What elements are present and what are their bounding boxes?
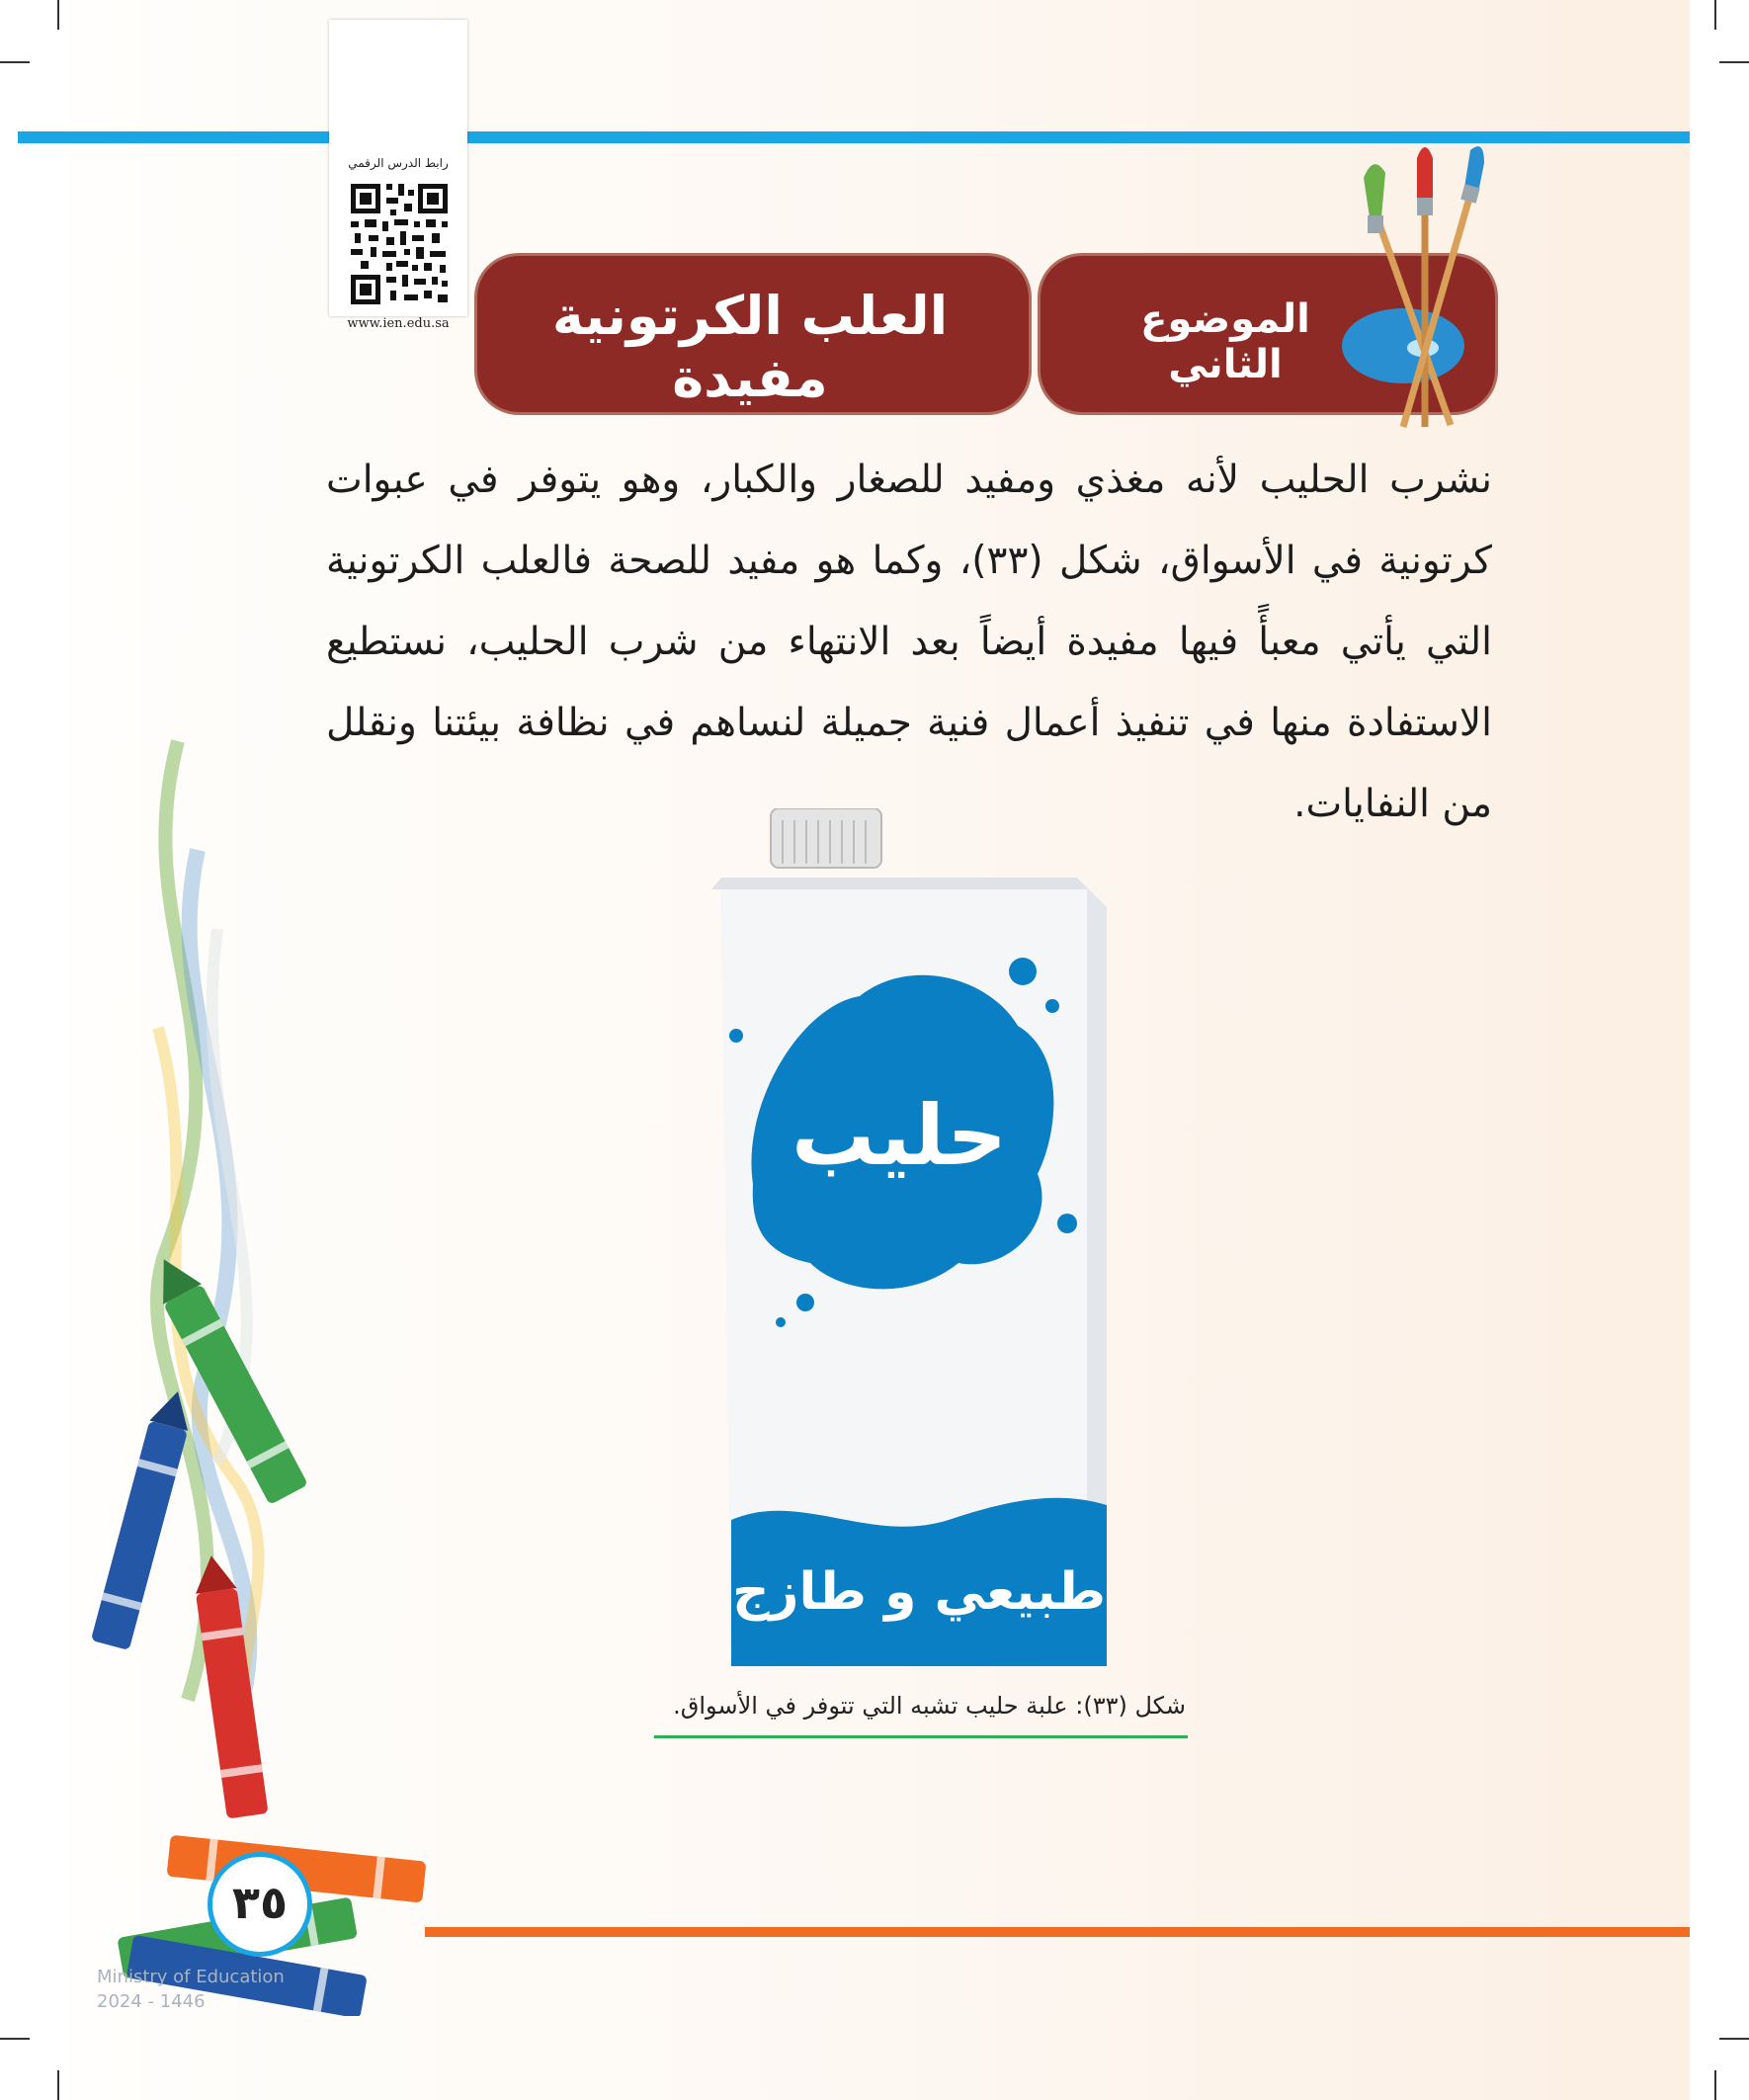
- qr-code-icon[interactable]: [347, 178, 452, 310]
- ministry-name: Ministry of Education: [97, 1967, 285, 1987]
- crop-mark: [57, 2070, 59, 2100]
- paint-brushes-icon: [1334, 138, 1492, 435]
- figure-caption: شكل (٣٣): علبة حليب تشبه التي تتوفر في الأسواق.: [673, 1692, 1186, 1720]
- crop-mark: [1714, 0, 1716, 30]
- crop-mark: [1719, 61, 1749, 63]
- page-number: ٣٥: [208, 1852, 312, 1957]
- lesson-paragraph: نشرب الحليب لأنه مغذي ومفيد للصغار والكبار، وهو يتوفر في عبوات كرتونية في الأسواق، شكل (٣٣)، وكما هو مفيد للصحة فالعلب الكرتونية التي يأتي معبأً فيها مفيدة أيضاً بعد الانتهاء من شرب الحليب، نستطيع الاستفادة منها في تنفيذ أعمال فنية جميلة لنساهم في نظافة بيئتنا ونقلل من النفايات.: [326, 458, 1492, 826]
- bottom-rule: [425, 1927, 1690, 1937]
- carton-slogan: طبيعي و طازج: [732, 1562, 1106, 1622]
- crop-mark: [1719, 2038, 1749, 2040]
- digital-lesson-label: رابط الدرس الرقمي: [348, 156, 449, 170]
- edition-year: 2024 - 1446: [97, 1991, 206, 2012]
- crop-mark: [57, 0, 59, 30]
- crop-mark: [0, 2038, 30, 2040]
- crop-mark: [0, 61, 30, 63]
- digital-lesson-url[interactable]: www.ien.edu.sa: [347, 316, 450, 331]
- crayons-decoration: [89, 731, 464, 2016]
- milk-carton-illustration: [692, 808, 1117, 1668]
- topic-label: الموضوع الثاني: [1140, 296, 1310, 387]
- lesson-title: العلب الكرتونية مفيدة: [551, 285, 949, 409]
- carton-label: حليب: [791, 1087, 1008, 1184]
- digital-lesson-card[interactable]: [329, 20, 467, 331]
- crop-mark: [1714, 2070, 1716, 2100]
- caption-rule: [654, 1735, 1188, 1738]
